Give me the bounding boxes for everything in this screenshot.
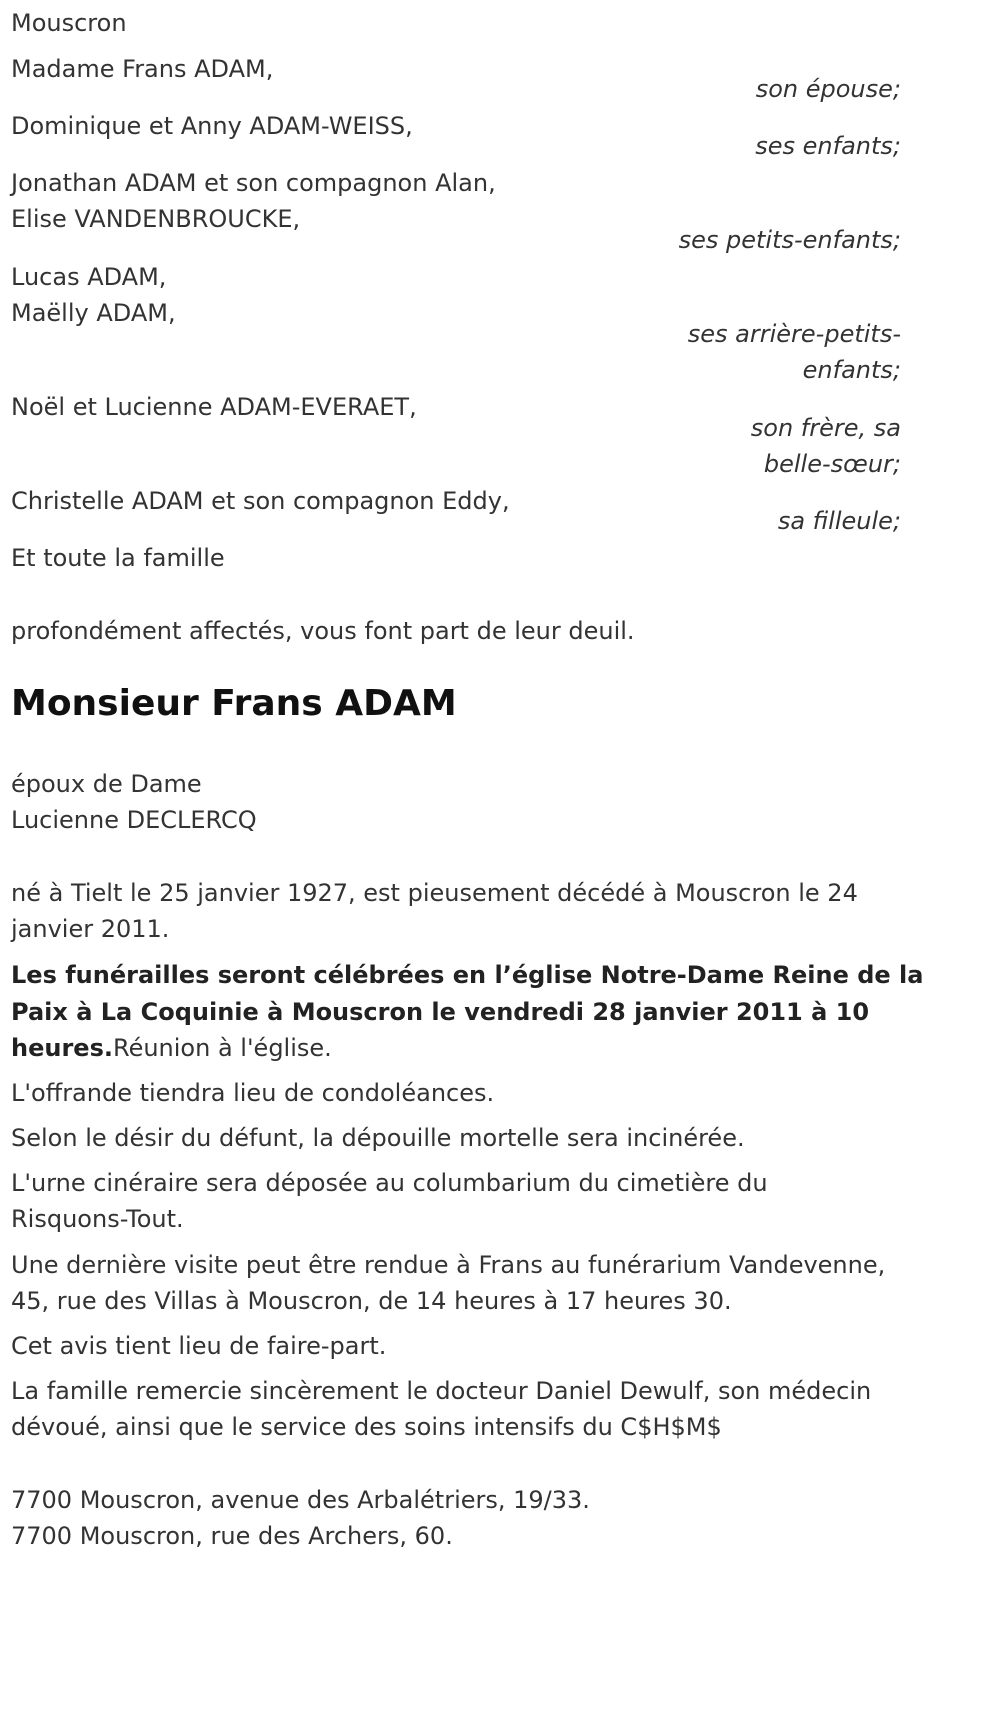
funeral-time: heures. (11, 1034, 113, 1062)
funeral-line-2: Paix à La Coquinie à Mouscron le vendredi 28 janvier 2011 à 10 (11, 998, 870, 1026)
reunion-text: Réunion à l'église. (112, 1034, 332, 1062)
funeral-line-3 (11, 1031, 332, 1065)
family-sibling-relation-2: belle-sœur; (763, 450, 901, 478)
family-children-relation: ses enfants; (755, 132, 901, 160)
spouse-line-1: époux de Dame (11, 770, 202, 798)
urne-line-2: Risquons-Tout. (11, 1205, 184, 1233)
family-sibling-names: Noël et Lucienne ADAM-EVERAET, (11, 393, 417, 421)
family-grandchildren-relation: ses petits-enfants; (678, 226, 901, 254)
funeral-line-1: Les funérailles seront célébrées en l’église Notre-Dame Reine de la (11, 961, 924, 989)
family-great-grandchildren-relation-1: ses arrière-petits- (687, 320, 901, 348)
family-great-grandchildren-relation-2: enfants; (802, 356, 901, 384)
spouse-line-2: Lucienne DECLERCQ (11, 806, 257, 834)
visite-line-2: 45, rue des Villas à Mouscron, de 14 heures à 17 heures 30. (11, 1287, 732, 1315)
urne-line-1: L'urne cinéraire sera déposée au columbarium du cimetière du (11, 1169, 768, 1197)
family-all: Et toute la famille (11, 544, 225, 572)
remerciement-line-1: La famille remercie sincèrement le docteur Daniel Dewulf, son médecin (11, 1377, 872, 1405)
family-goddaughter-names: Christelle ADAM et son compagnon Eddy, (11, 487, 510, 515)
visite-line-1: Une dernière visite peut être rendue à Frans au funérarium Vandevenne, (11, 1251, 886, 1279)
family-goddaughter-relation: sa filleule; (777, 507, 901, 535)
family-spouse-relation: son épouse; (755, 75, 901, 103)
family-great-grandchildren-names-1: Lucas ADAM, (11, 263, 167, 291)
remerciement-line-2: dévoué, ainsi que le service des soins intensifs du C$H$M$ (11, 1413, 722, 1441)
family-grandchildren-names-2: Elise VANDENBROUCKE, (11, 205, 301, 233)
family-grandchildren-names-1: Jonathan ADAM et son compagnon Alan, (11, 169, 496, 197)
family-great-grandchildren-names-2: Maëlly ADAM, (11, 299, 176, 327)
family-spouse-names: Madame Frans ADAM, (11, 55, 274, 83)
faire-part-text: Cet avis tient lieu de faire-part. (11, 1332, 387, 1360)
family-sibling-relation-1: son frère, sa (750, 414, 901, 442)
address-2: 7700 Mouscron, rue des Archers, 60. (11, 1522, 453, 1550)
deceased-name: Monsieur Frans ADAM (11, 683, 457, 724)
address-1: 7700 Mouscron, avenue des Arbalétriers, 19/33. (11, 1486, 590, 1514)
birth-death-line-2: janvier 2011. (11, 915, 170, 943)
intro-text: profondément affectés, vous font part de leur deuil. (11, 617, 635, 645)
birth-death-line-1: né à Tielt le 25 janvier 1927, est pieusement décédé à Mouscron le 24 (11, 879, 858, 907)
city: Mouscron (11, 9, 127, 37)
incineration-text: Selon le désir du défunt, la dépouille mortelle sera incinérée. (11, 1124, 745, 1152)
offrande-text: L'offrande tiendra lieu de condoléances. (11, 1079, 495, 1107)
family-children-names: Dominique et Anny ADAM-WEISS, (11, 112, 413, 140)
